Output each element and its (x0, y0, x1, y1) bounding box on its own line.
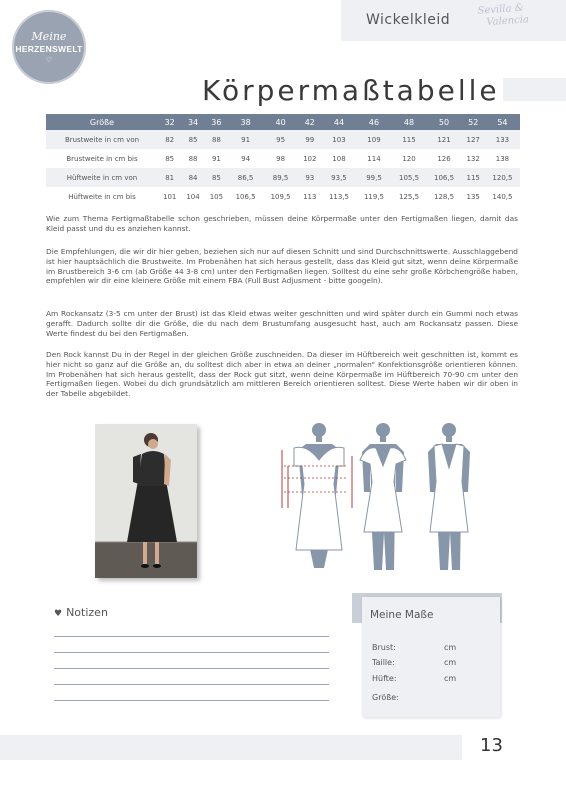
table-cell: 106,5 (235, 192, 256, 201)
size-column-header: 44 (321, 114, 356, 130)
table-cell: 125,5 (398, 192, 420, 201)
table-cell: 109,5 (270, 192, 291, 201)
table-cell: 102 (303, 154, 317, 163)
table-cell: 135 (466, 192, 480, 201)
dress-photo (95, 424, 197, 578)
table-cell: 91 (211, 154, 221, 163)
size-column-header: 40 (263, 114, 298, 130)
table-cell: 113 (303, 192, 317, 201)
row-label: Hüftweite in cm bis (68, 192, 136, 201)
table-cell: 140,5 (492, 192, 513, 201)
intro-paragraph: Wie zum Thema Fertigmaßtabelle schon geschrieben, müssen deine Körpermaße unter den Fertigmaßen liegen, damit das Kleid passt und du es anziehen kannst. (46, 214, 518, 233)
table-cell: 103 (321, 130, 356, 149)
table-cell: 128,5 (434, 192, 455, 201)
skirt-paragraph: Den Rock kannst Du in der Regel in der gleichen Größe zuschneiden. Da dieser im Hüftbereich weit geschnitten ist, kommt es hier nicht so ganz auf die Größe an, du solltest dich aber in etwa an deiner „normalen“ Konfektionsgröße orientieren können. Im Probenähen hat sich heraus gestellt, dass der Rock gut sitzt, wenn deine Körpermaße im Hüftbereich 70-90 cm unter den Fertigmaßen liegen. Wobei du dich grundsätzlich am mittleren Bereich orientieren solltest. Diese Werte haben wir dir oben in der Tabelle abgebildet. (46, 350, 518, 399)
table-row (46, 130, 520, 149)
table-cell: 105 (209, 192, 224, 201)
size-column-header: 32 (158, 114, 181, 130)
table-row (46, 149, 520, 168)
size-table (46, 114, 520, 206)
notes-title: Notizen (66, 606, 108, 619)
size-column-header: 46 (356, 114, 391, 130)
measure-label-waist: Taille: (372, 658, 395, 667)
row-label: Hüftweite in cm von (46, 168, 158, 187)
recommendation-paragraph: Die Empfehlungen, die wir dir hier geben, beziehen sich nur auf diesen Schnitt und sind Durchschnittswerte. Ausschlaggebend ist hier hauptsächlich die Brustweite. Im Probenähen hat sich heraus gestellt, dass das Kleid gut sitzt, wenn deine Körpermaße im Brustbereich 3-6 cm (ab Größe 44 3-8 cm) unter den Fertigmaßen liegen. Solltest du eine sehr große Körbchengröße haben, empfehlen wir dir eine kleinere Größe mit einem FBA (Full Bust Adjusment - bitte googeln). (46, 247, 518, 286)
size-column-header: 36 (205, 114, 228, 130)
table-cell: 88 (205, 130, 228, 149)
size-table-header-row (46, 114, 520, 130)
table-cell: 99,5 (356, 168, 391, 187)
table-row (46, 187, 520, 206)
pattern-subtitle-line1: Sevilla & (477, 2, 524, 17)
table-cell: 126 (437, 154, 451, 163)
pattern-subtitle (477, 2, 529, 29)
table-cell: 104 (186, 192, 200, 201)
table-cell: 109 (356, 130, 391, 149)
table-cell: 108 (332, 154, 346, 163)
table-cell: 127 (462, 130, 485, 149)
note-line (54, 684, 329, 685)
table-cell: 121 (427, 130, 462, 149)
size-column-header: 54 (485, 114, 520, 130)
brand-logo (12, 10, 86, 84)
logo-script-text: Meine (31, 29, 67, 43)
figure-front (360, 423, 406, 570)
size-table-header-label: Größe (46, 114, 158, 130)
size-column-header: 42 (298, 114, 321, 130)
dress-illustrations (272, 420, 472, 584)
pattern-subtitle-line2: Valencia (486, 14, 530, 29)
note-line (54, 668, 329, 669)
measure-label-size: Größe: (372, 693, 399, 702)
pattern-title: Wickelkleid (366, 12, 451, 28)
note-line (54, 700, 329, 701)
heart-icon: ♡ (45, 55, 53, 64)
table-cell: 120 (402, 154, 416, 163)
figure-measurements (282, 423, 352, 568)
measure-unit-waist: cm (444, 658, 457, 667)
table-cell: 85 (205, 168, 228, 187)
table-cell: 133 (485, 130, 520, 149)
size-column-header: 50 (427, 114, 462, 130)
table-cell: 94 (241, 154, 251, 163)
table-cell: 86,5 (228, 168, 263, 187)
table-cell: 119,5 (363, 192, 385, 201)
size-column-header: 38 (228, 114, 263, 130)
row-label: Brustweite in cm von (46, 130, 158, 149)
table-cell: 93 (298, 168, 321, 187)
measure-card-title: Meine Maße (370, 609, 434, 621)
size-column-header: 48 (392, 114, 427, 130)
table-cell: 88 (188, 154, 198, 163)
table-cell: 106,5 (427, 168, 462, 187)
table-cell: 99 (298, 130, 321, 149)
table-cell: 105,5 (392, 168, 427, 187)
table-cell: 113,5 (328, 192, 349, 201)
table-cell: 114 (367, 154, 381, 163)
table-cell: 85 (165, 154, 175, 163)
logo-main-text: HERZENSWELT (15, 43, 83, 54)
waist-paragraph: Am Rockansatz (3-5 cm unter der Brust) ist das Kleid etwas weiter geschnitten und wird später durch ein Gummi noch etwas gerafft. Dadurch sollte dir die Größe, die du nach dem Brustumfang ausgesucht hast, auch am Rockansatz passen. Diese Werte findest du bei den Fertigmaßen. (46, 309, 518, 338)
table-cell: 115 (392, 130, 427, 149)
table-cell: 91 (228, 130, 263, 149)
measure-label-bust: Brust: (372, 643, 396, 652)
heading-accent-box (503, 78, 566, 101)
table-cell: 98 (276, 154, 286, 163)
measure-label-hip: Hüfte: (372, 674, 397, 683)
table-cell: 93,5 (321, 168, 356, 187)
heart-icon: ♥ (54, 609, 63, 619)
page-number: 13 (480, 735, 503, 756)
measure-card (362, 597, 500, 717)
table-cell: 84 (181, 168, 204, 187)
table-row (46, 168, 520, 187)
table-cell: 82 (158, 130, 181, 149)
footer-bar (0, 735, 462, 760)
table-cell: 81 (158, 168, 181, 187)
table-cell: 101 (162, 192, 177, 201)
row-label: Brustweite in cm bis (66, 154, 138, 163)
table-cell: 115 (462, 168, 485, 187)
figure-back (428, 423, 470, 570)
measure-unit-hip: cm (444, 674, 457, 683)
table-cell: 89,5 (263, 168, 298, 187)
table-cell: 132 (466, 154, 480, 163)
page-title: Körpermaßtabelle (202, 74, 500, 107)
size-column-header: 52 (462, 114, 485, 130)
note-line (54, 636, 329, 637)
table-cell: 95 (263, 130, 298, 149)
table-cell: 120,5 (485, 168, 520, 187)
table-cell: 138 (495, 154, 510, 163)
measure-unit-bust: cm (444, 643, 457, 652)
size-column-header: 34 (181, 114, 204, 130)
notes-heading (54, 606, 108, 619)
table-cell: 85 (181, 130, 204, 149)
note-line (54, 652, 329, 653)
